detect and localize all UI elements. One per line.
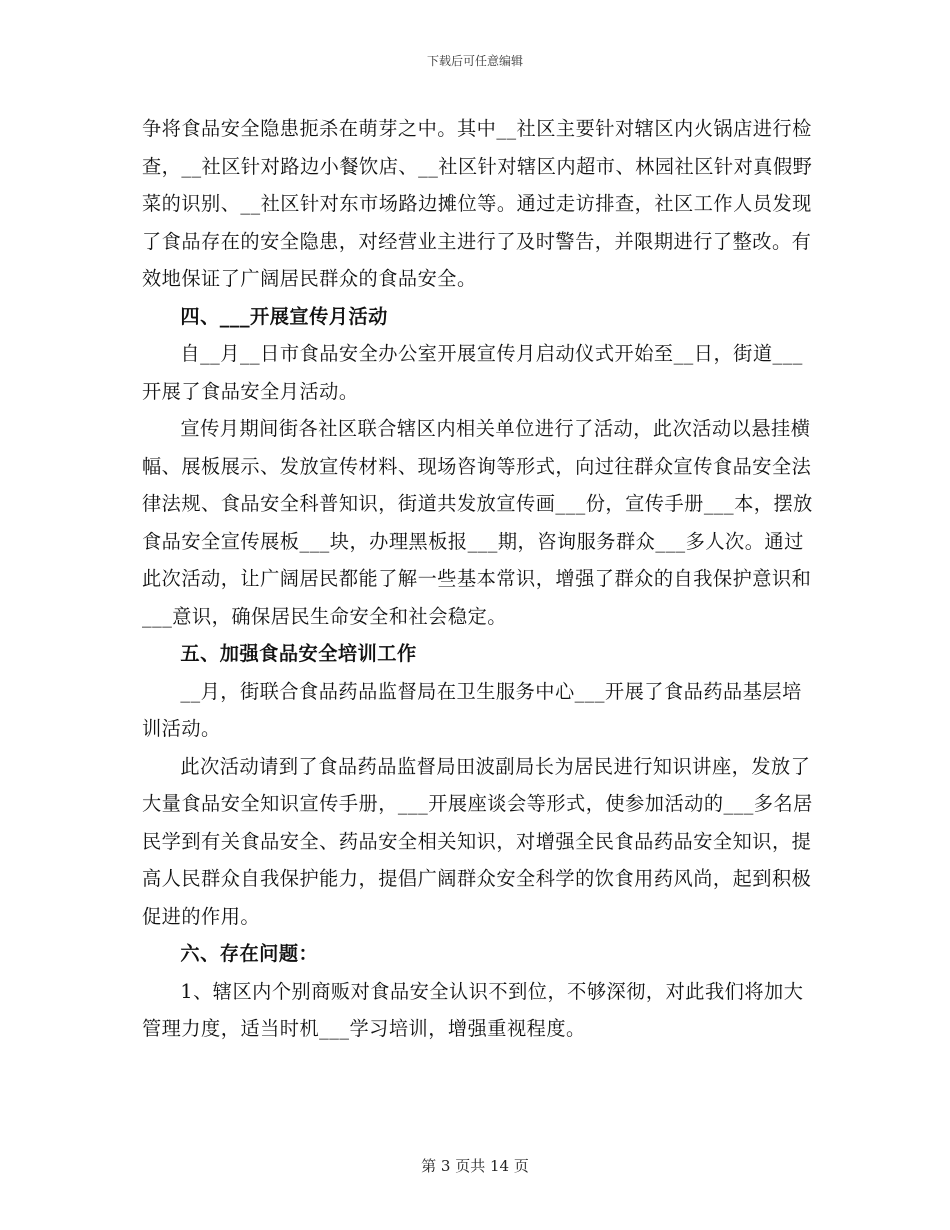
paragraph: 此次活动请到了食品药品监督局田波副局长为居民进行知识讲座，发放了大量食品安全知识宣传手册，___开展座谈会等形式，使参加活动的___多名居民学到有关食品安全、药品安全相关知识，对增强全民食品药品安全知识，提高人民群众自我保护能力，提倡广阔群众安全科学的饮食用药风尚，起到积极促进的作用。 [142, 754, 813, 928]
paragraph: __月，街联合食品药品监督局在卫生服务中心___开展了食品药品基层培训活动。 [142, 679, 802, 740]
section-heading-4: 四、___开展宣传月活动 [180, 304, 388, 328]
paragraph-continuation: 争将食品安全隐患扼杀在萌芽之中。其中__社区主要针对辖区内火锅店进行检查，__社区针对路边小餐饮店、__社区针对辖区内超市、林园社区针对真假野菜的识别、__社区针对东市场路边摊位等。通过走访排查，社区工作人员发现了食品存在的安全隐患，对经营业主进行了及时警告，并限期进行了整改。有效地保证了广阔居民群众的食品安全。 [142, 117, 813, 290]
paragraph: 自__月__日市食品安全办公室开展宣传月启动仪式开始至__日，街道___开展了食品安全月活动。 [142, 342, 803, 403]
section-heading-6: 六、存在问题： [180, 942, 319, 965]
paragraph: 宣传月期间街各社区联合辖区内相关单位进行了活动，此次活动以悬挂横幅、展板展示、发放宣传材料、现场咨询等形式，向过往群众宣传食品安全法律法规、食品安全科普知识，街道共发放宣传画___份，宣传手册___本，摆放食品安全宣传展板___块，办理黑板报___期，咨询服务群众___多人次。通过此次活动，让广阔居民都能了解一些基本常识，增强了群众的自我保护意识和___意识，确保居民生命安全和社会稳定。 [142, 417, 813, 628]
document-body [142, 110, 814, 1048]
page-number-footer: 第 3 页共 14 页 [421, 1157, 529, 1175]
page-header-note: 下载后可任意编辑 [426, 54, 523, 68]
section-heading-5: 五、加强食品安全培训工作 [180, 642, 417, 665]
paragraph: 1、辖区内个别商贩对食品安全认识不到位，不够深彻，对此我们将加大管理力度，适当时机___学习培训，增强重视程度。 [142, 979, 804, 1040]
